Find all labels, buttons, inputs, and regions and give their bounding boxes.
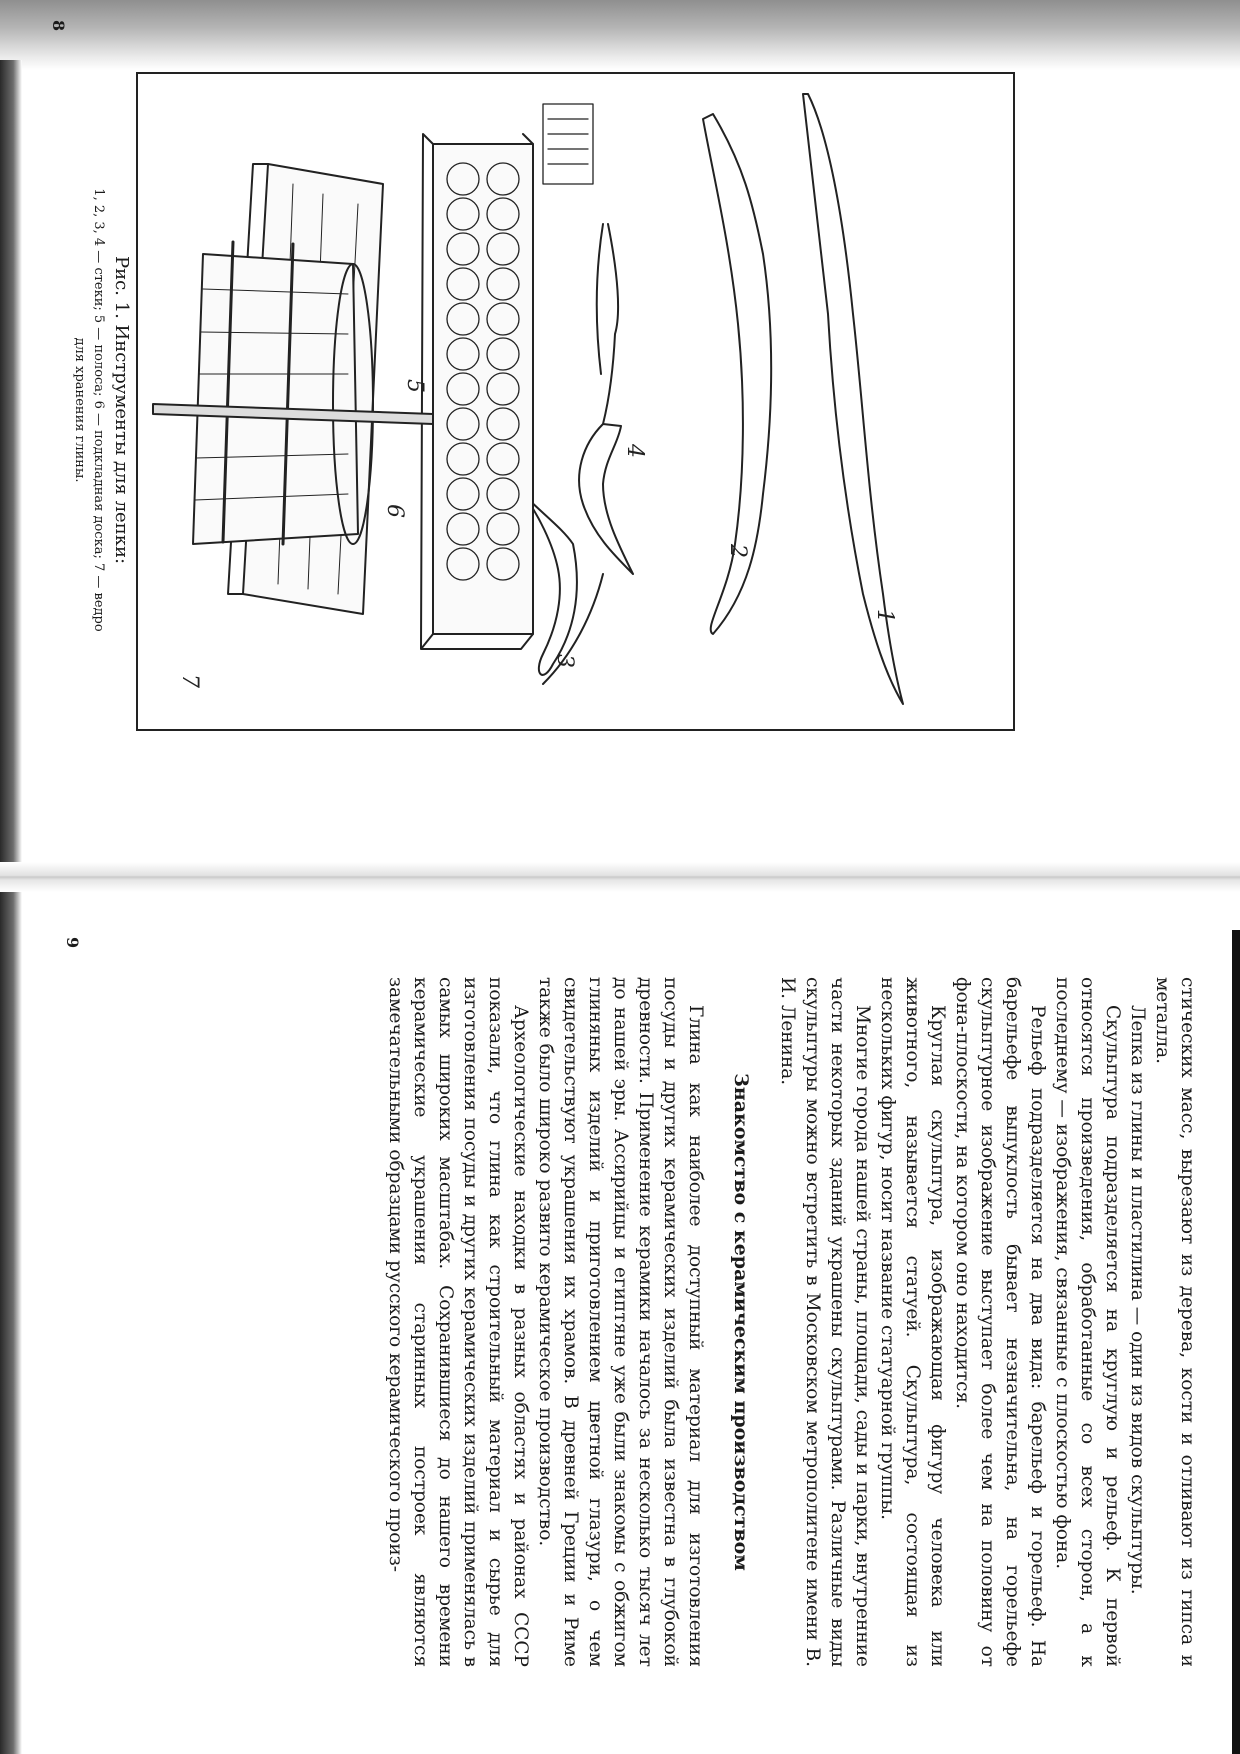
- tools-illustration: [138, 74, 1013, 729]
- label-1: 1: [872, 609, 897, 623]
- label-6: 6: [382, 504, 407, 518]
- page-number-9: 9: [63, 937, 82, 949]
- figure-caption: Рис. 1. Инструменты для лепки:: [111, 255, 132, 565]
- paragraph-6: Многие города нашей страны, площади, сады и парки, внутренние части некоторых зданий украшены скульптурами. Различные виды скульптуры можно встретить в Московском метрополитене имени В. И. Ленина.: [777, 977, 873, 1667]
- label-4: 4: [622, 444, 647, 458]
- figure-caption-block: [71, 60, 132, 760]
- paragraph-4: Рельеф подразделяется на два вида: барельеф и горельеф. На барельефе выпуклость бывает незначительна, на горельефе скульптурное изображение выступает более чем на половину от фона-плоскости, на котором оно находится.: [952, 977, 1048, 1667]
- clay-bucket: [153, 242, 433, 544]
- paragraph-1: стических масс, вырезают из дерева, кости и отливают из гипса и металла.: [1152, 977, 1198, 1667]
- paragraph-5: Круглая скульптура, изображающая фигуру человека или животного, называется статуей. Скульптура, состоящая из нескольких фигур, носит название статуарной группы.: [877, 977, 948, 1667]
- page-9: [0, 877, 1240, 1754]
- section-heading: Знакомство с керамическим производством: [730, 1073, 752, 1571]
- label-7: 7: [177, 674, 202, 688]
- text-column: [383, 977, 1200, 1667]
- paragraph-8: Археологические находки в разных областях и районах СССР показали, что глина как строительный материал и сырье для изготовления посуды и других керамических изделий применялась в самых широких масштабах. Сохранившиеся до нашего времени керамические украшения старинных построек являются замечательными образцами русского керамического произ-: [385, 977, 531, 1667]
- extra-tool: [543, 104, 593, 184]
- clay-tray: [421, 134, 533, 649]
- figure-frame: [136, 72, 1015, 731]
- page-number-8: 8: [49, 20, 68, 32]
- stick-4: [579, 224, 633, 574]
- figure-legend-line-1: 1, 2, 3, 4 — стеки; 5 — полоса; 6 — подкладная доска; 7 — ведро: [91, 188, 107, 632]
- paragraph-2: Лепка из глины и пластилина — один из видов скульптуры.: [1127, 1005, 1148, 1595]
- label-2: 2: [725, 544, 750, 558]
- label-5: 5: [402, 379, 427, 393]
- paragraph-3: Скульптура подразделяется на круглую и рельеф. К первой относятся произведения, обработанные со всех сторон, а к последнему — изображения, связанные с плоскостью фона.: [1052, 977, 1123, 1667]
- figure-legend-line-2: для хранения глины.: [72, 337, 88, 483]
- bucket-lid: [673, 104, 953, 214]
- label-3: 3: [552, 654, 577, 668]
- paragraph-7: Глина как наиболее доступный материал для изготовления посуды и других керамических изделий была известна в глубокой древности. Применение керамики началось за несколько тысяч лет до нашей эры. Ассирийцы и египтяне уже были знакомы с обжигом глиняных изделий и приготовлением цветной глазури, о чем свидетельствуют украшения их храмов. В древней Греции и Риме также было широко развито керамическое производство.: [535, 977, 706, 1667]
